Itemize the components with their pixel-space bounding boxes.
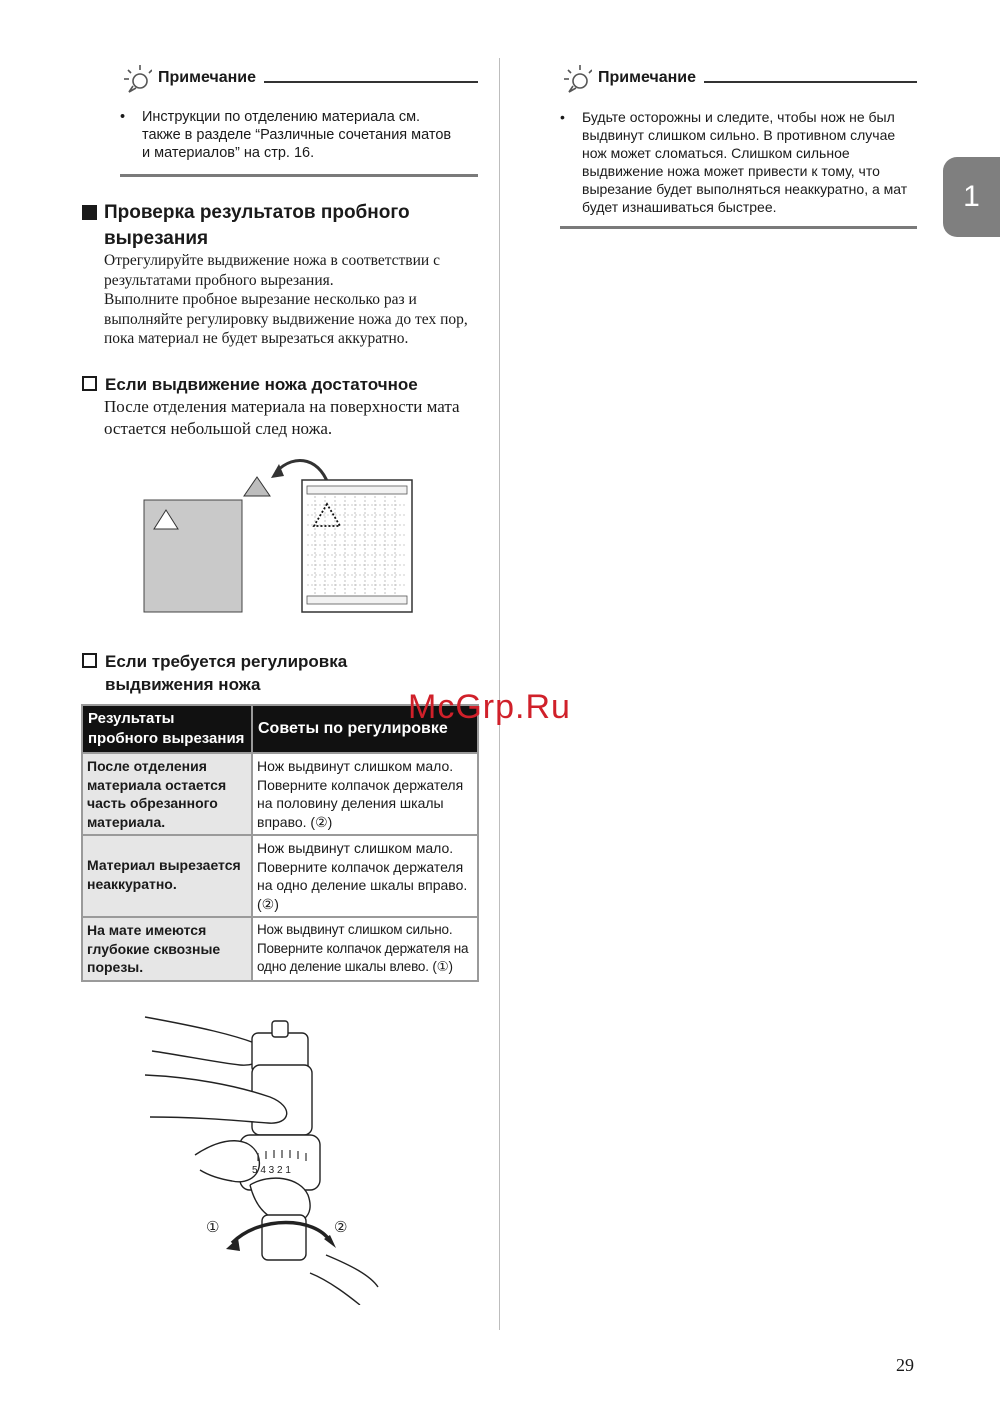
- table-header-results: Результаты пробного вырезания: [82, 705, 252, 753]
- table-row: [82, 835, 478, 917]
- note-right: [560, 62, 917, 229]
- table-cell-advice: Нож выдвинут слишком сильно. Поверните колпачок держателя на одно деление шкалы влево. (①): [252, 917, 478, 981]
- note-left-title: Примечание: [158, 69, 257, 86]
- note-right-bottom-rule: [560, 226, 917, 229]
- checkbox-icon: [82, 653, 97, 668]
- section-title-line1: Проверка результатов пробного: [104, 202, 410, 223]
- cutting-mat: [302, 480, 412, 612]
- subsection-2-title-line1: Если требуется регулировка: [105, 652, 348, 671]
- table-cell-result: После отделения материала остается часть обрезанного материала.: [82, 753, 252, 835]
- note-left-divider: [264, 81, 478, 83]
- note-right-divider: [704, 81, 917, 83]
- hand-top-finger: [145, 1017, 266, 1065]
- note-left: [120, 62, 478, 177]
- note-left-bottom-rule: [120, 174, 478, 177]
- chapter-tab: 1: [943, 157, 1000, 237]
- hand-lower-fingers: [310, 1255, 378, 1305]
- rotation-label-left: ①: [206, 1218, 220, 1236]
- note-left-bullet: • Инструкции по отделению материала см. также в разделе “Различные сочетания матов и материалов” на стр. 16.: [120, 108, 478, 162]
- checkbox-icon: [82, 376, 97, 391]
- note-left-header: [120, 62, 478, 94]
- section-title-line2: вырезания: [104, 228, 209, 249]
- note-left-bullet-text: Инструкции по отделению материала см. также в разделе “Различные сочетания матов и материалов” на стр. 16.: [142, 109, 452, 161]
- hand-thumb: [195, 1141, 259, 1182]
- dial-numbers: 5 4 3 2 1: [252, 1165, 291, 1176]
- table-cell-advice: Нож выдвинут слишком мало. Поверните колпачок держателя на одно деление шкалы вправо. (②): [252, 835, 478, 917]
- table-cell-advice: Нож выдвинут слишком мало. Поверните колпачок держателя на половину деления шкалы вправо. (②): [252, 753, 478, 835]
- table-row: [82, 917, 478, 981]
- removed-triangle-shape: [244, 477, 270, 496]
- cut-material-sheet: [144, 500, 242, 612]
- section-heading: [82, 200, 482, 252]
- subsection-2-title-line2: выдвижения ножа: [105, 675, 261, 694]
- subsection-1-title: Если выдвижение ножа достаточное: [105, 375, 418, 394]
- watermark: McGrp.Ru: [408, 688, 571, 726]
- subsection-1-heading: [82, 373, 482, 396]
- note-right-header: [560, 62, 917, 94]
- table-header-advice: Советы по регулировке: [252, 705, 478, 753]
- section-paragraph-1: Отрегулируйте выдвижение ножа в соответствии с результатами пробного вырезания.: [104, 252, 440, 289]
- rotation-label-right: ②: [334, 1218, 348, 1236]
- note-bulb-icon: [560, 62, 592, 94]
- table-cell-result: Материал вырезается неаккуратно.: [82, 835, 252, 917]
- note-right-title: Примечание: [598, 69, 697, 86]
- table-cell-result: На мате имеются глубокие сквозные порезы.: [82, 917, 252, 981]
- section-square-icon: [82, 205, 97, 220]
- section-paragraph-2: Выполните пробное вырезание несколько раз и выполняйте регулировку выдвижение ножа до тех пор, пока материал не будет вырезаться аккуратно.: [104, 291, 468, 347]
- note-bulb-icon: [120, 62, 152, 94]
- adjustment-table: [81, 704, 479, 982]
- note-right-bullet-text: Будьте осторожны и следите, чтобы нож не был выдвинут слишком сильно. В противном случае нож может сломаться. Слишком сильное выдвижение ножа может привести к тому, что вырезание будет выполняться неаккуратно, а мат будет изнашиваться быстрее.: [582, 109, 908, 215]
- table-row: [82, 753, 478, 835]
- page-number: 29: [896, 1355, 914, 1375]
- note-right-bullet: • Будьте осторожны и следите, чтобы нож не был выдвинут слишком сильно. В противном случае нож может сломаться. Слишком сильное выдвижение ножа может привести к тому, что вырезание будет выполняться неаккуратно, а мат будет изнашиваться быстрее.: [560, 108, 917, 216]
- subsection-1-text: После отделения материала на поверхности мата остается небольшой след ножа.: [104, 397, 460, 438]
- holder-illustration: [140, 1005, 380, 1305]
- mat-illustration: [140, 450, 420, 620]
